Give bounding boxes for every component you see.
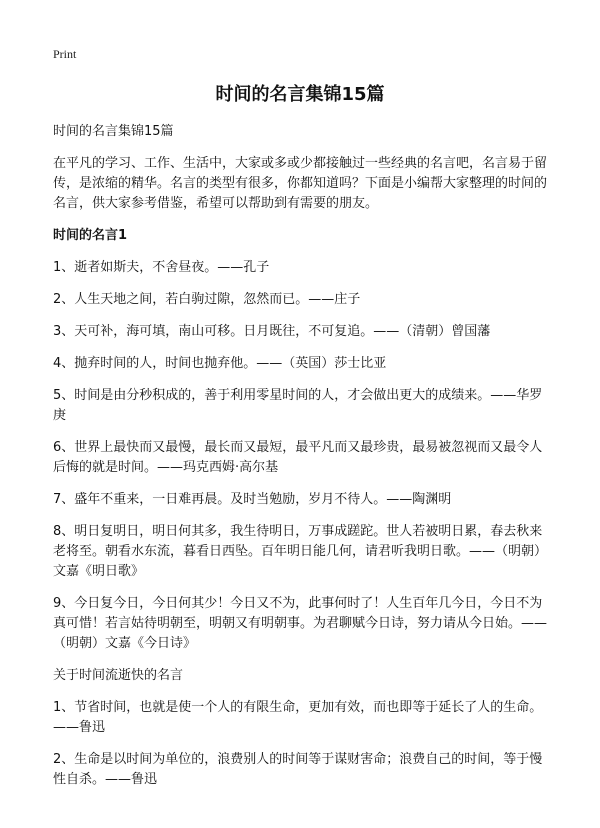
quote-item: 7、盛年不重来，一日难再晨。及时当勉励，岁月不待人。——陶渊明 bbox=[53, 492, 452, 507]
intro-paragraph: 在平凡的学习、工作、生活中，大家或多或少都接触过一些经典的名言吧，名言易于留传，是浓缩的精华。名言的类型有很多，你都知道吗？下面是小编帮大家整理的时间的名言，供大家参考借鉴，希望可以帮助到有需要的朋友。 bbox=[53, 156, 548, 211]
document-title: 时间的名言集锦15篇 bbox=[215, 84, 385, 105]
quote-item: 2、人生天地之间，若白驹过隙，忽然而已。——庄子 bbox=[53, 292, 361, 307]
quote-item: 2、生命是以时间为单位的，浪费别人的时间等于谋财害命；浪费自己的时间，等于慢性自杀。——鲁迅 bbox=[53, 752, 543, 787]
quote-item: 5、时间是由分秒积成的，善于利用零星时间的人，才会做出更大的成绩来。——华罗庚 bbox=[53, 388, 543, 423]
document-subtitle: 时间的名言集锦15篇 bbox=[53, 124, 174, 139]
section-heading-1: 时间的名言1 bbox=[53, 228, 128, 243]
quote-item: 1、逝者如斯夫，不舍昼夜。——孔子 bbox=[53, 260, 270, 275]
quote-item: 4、抛弃时间的人，时间也抛弃他。——（英国）莎士比亚 bbox=[53, 356, 387, 371]
document-body bbox=[53, 122, 553, 802]
quote-item: 8、明日复明日，明日何其多，我生待明日，万事成蹉跎。世人若被明日累，春去秋来老将至。朝看水东流，暮看日西坠。百年明日能几何，请君听我明日歌。——（明朝）文嘉《明日歌》 bbox=[53, 524, 548, 579]
print-label: Print bbox=[53, 47, 77, 61]
quote-item: 6、世界上最快而又最慢，最长而又最短，最平凡而又最珍贵，最易被忽视而又最令人后悔的就是时间。——玛克西姆·高尔基 bbox=[53, 440, 543, 475]
section-heading-2: 关于时间流逝快的名言 bbox=[53, 668, 184, 683]
quote-item: 9、今日复今日，今日何其少！今日又不为，此事何时了！人生百年几今日，今日不为真可惜！若言姑待明朝至，明朝又有明朝事。为君聊赋今日诗，努力请从今日始。——（明朝）文嘉《今日诗》 bbox=[53, 596, 548, 651]
quote-item: 1、节省时间，也就是使一个人的有限生命，更加有效，而也即等于延长了人的生命。——鲁迅 bbox=[53, 700, 543, 735]
quote-item: 3、天可补，海可填，南山可移。日月既往，不可复追。——（清朝）曾国藩 bbox=[53, 324, 491, 339]
